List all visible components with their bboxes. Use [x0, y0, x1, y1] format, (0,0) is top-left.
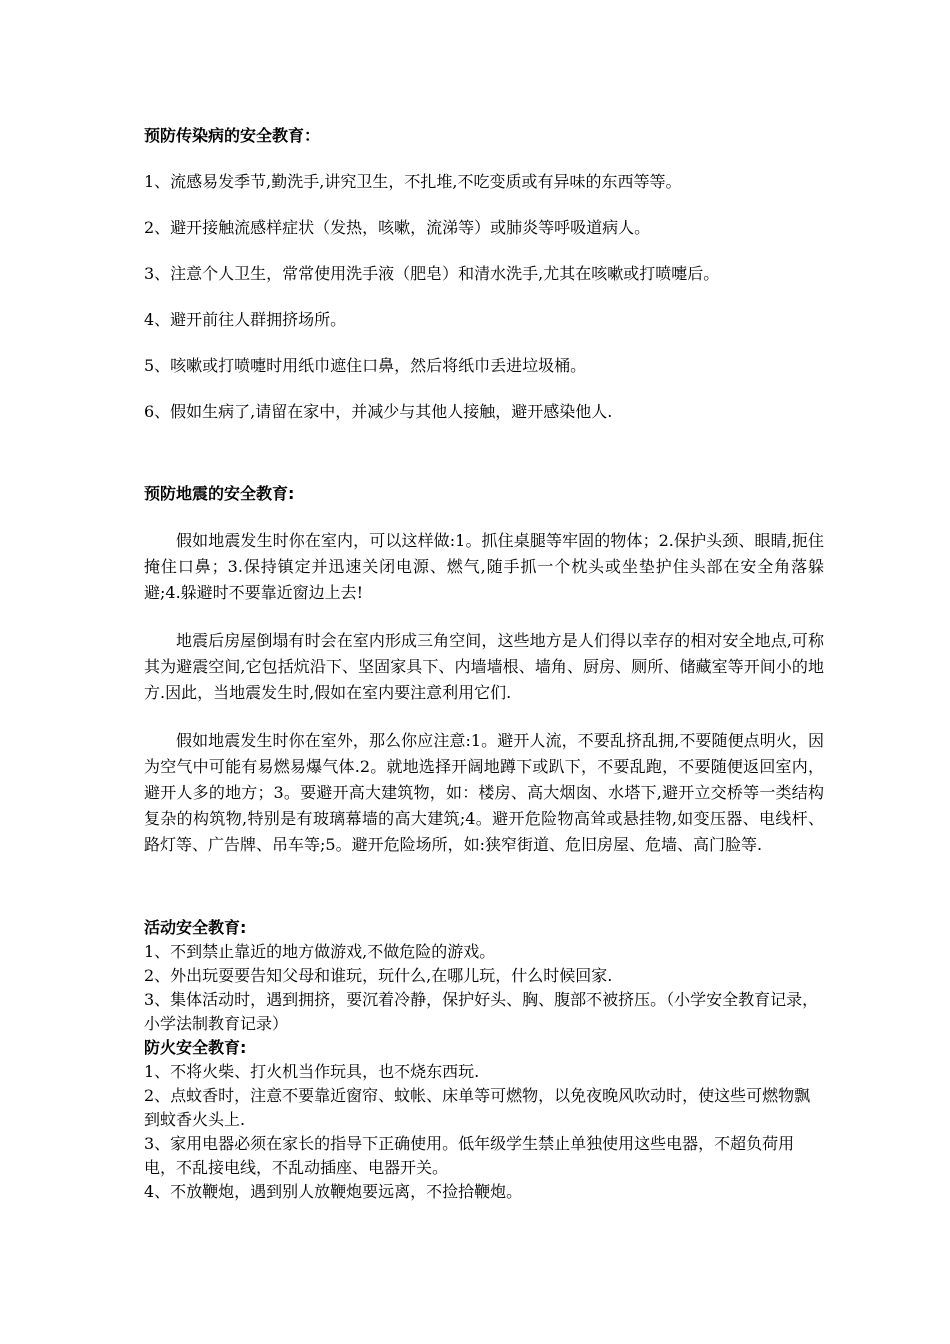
list-item: 1、不到禁止靠近的地方做游戏,不做危险的游戏。	[144, 942, 496, 961]
list-item: 1、不将火柴、打火机当作玩具，也不烧东西玩.	[144, 1062, 480, 1081]
paragraph: 假如地震发生时你在室内，可以这样做:1。抓住桌腿等牢固的物体；2.保护头颈、眼睛,扼住掩住口鼻；3.保持镇定并迅速关闭电源、燃气,随手抓一个枕头或坐垫护住头部在安全角落躲避;4.躲避时不要靠近窗边上去!	[144, 531, 824, 602]
list-item: 4、不放鞭炮，遇到别人放鞭炮要远离，不捡拾鞭炮。	[144, 1182, 523, 1201]
list-item: 2、避开接触流感样症状（发热，咳嗽，流涕等）或肺炎等呼吸道病人。	[144, 218, 651, 237]
paragraph: 假如地震发生时你在室外，那么你应注意:1。避开人流，不要乱挤乱拥,不要随便点明火，因为空气中可能有易燃易爆气体.2。就地选择开阔地蹲下或趴下，不要乱跑，不要随便返回室内，避开人多的地方；3。要避开高大建筑物，如：楼房、高大烟囱、水塔下,避开立交桥等一类结构复杂的构筑物,特别是有玻璃幕墙的高大建筑;4。避开危险物高耸或悬挂物,如变压器、电线杆、路灯等、广告牌、吊车等;5。避开危险场所，如:狭窄街道、危旧房屋、危墙、高门脸等.	[144, 731, 824, 854]
list-item: 4、避开前往人群拥挤场所。	[144, 310, 347, 329]
section-heading: 活动安全教育:	[144, 918, 247, 937]
section-infectious-disease	[144, 124, 824, 446]
list-item: 6、假如生病了,请留在家中，并减少与其他人接触，避开感染他人.	[144, 402, 613, 421]
list-item: 3、注意个人卫生，常常使用洗手液（肥皂）和清水洗手,尤其在咳嗽或打喷嚏后。	[144, 264, 720, 283]
section-earthquake	[144, 482, 824, 880]
section-heading: 防火安全教育:	[144, 1038, 247, 1057]
section-activity-fire	[144, 916, 824, 1204]
list-item: 2、外出玩耍要告知父母和谁玩，玩什么,在哪儿玩，什么时候回家.	[144, 966, 613, 985]
list-item: 1、流感易发季节,勤洗手,讲究卫生，不扎堆,不吃变质或有异味的东西等等。	[144, 172, 682, 191]
list-item: 5、咳嗽或打喷嚏时用纸巾遮住口鼻，然后将纸巾丢进垃圾桶。	[144, 356, 587, 375]
list-item: 2、点蚊香时，注意不要靠近窗帘、蚊帐、床单等可燃物，以免夜晚风吹动时，使这些可燃物飘到蚊香火头上.	[144, 1086, 811, 1129]
section-heading: 预防传染病的安全教育：	[144, 126, 321, 145]
list-item: 3、集体活动时，遇到拥挤，要沉着冷静，保护好头、胸、腹部不被挤压。（小学安全教育记录，小学法制教育记录）	[144, 990, 819, 1033]
section-heading: 预防地震的安全教育:	[144, 484, 295, 503]
paragraph: 地震后房屋倒塌有时会在室内形成三角空间，这些地方是人们得以幸存的相对安全地点,可称其为避震空间,它包括炕沿下、坚固家具下、内墙墙根、墙角、厨房、厕所、储藏室等开间小的地方.因此，当地震发生时,假如在室内要注意利用它们.	[144, 631, 824, 702]
list-item: 3、家用电器必须在家长的指导下正确使用。低年级学生禁止单独使用这些电器，不超负荷用电，不乱接电线，不乱动插座、电器开关。	[144, 1134, 795, 1177]
